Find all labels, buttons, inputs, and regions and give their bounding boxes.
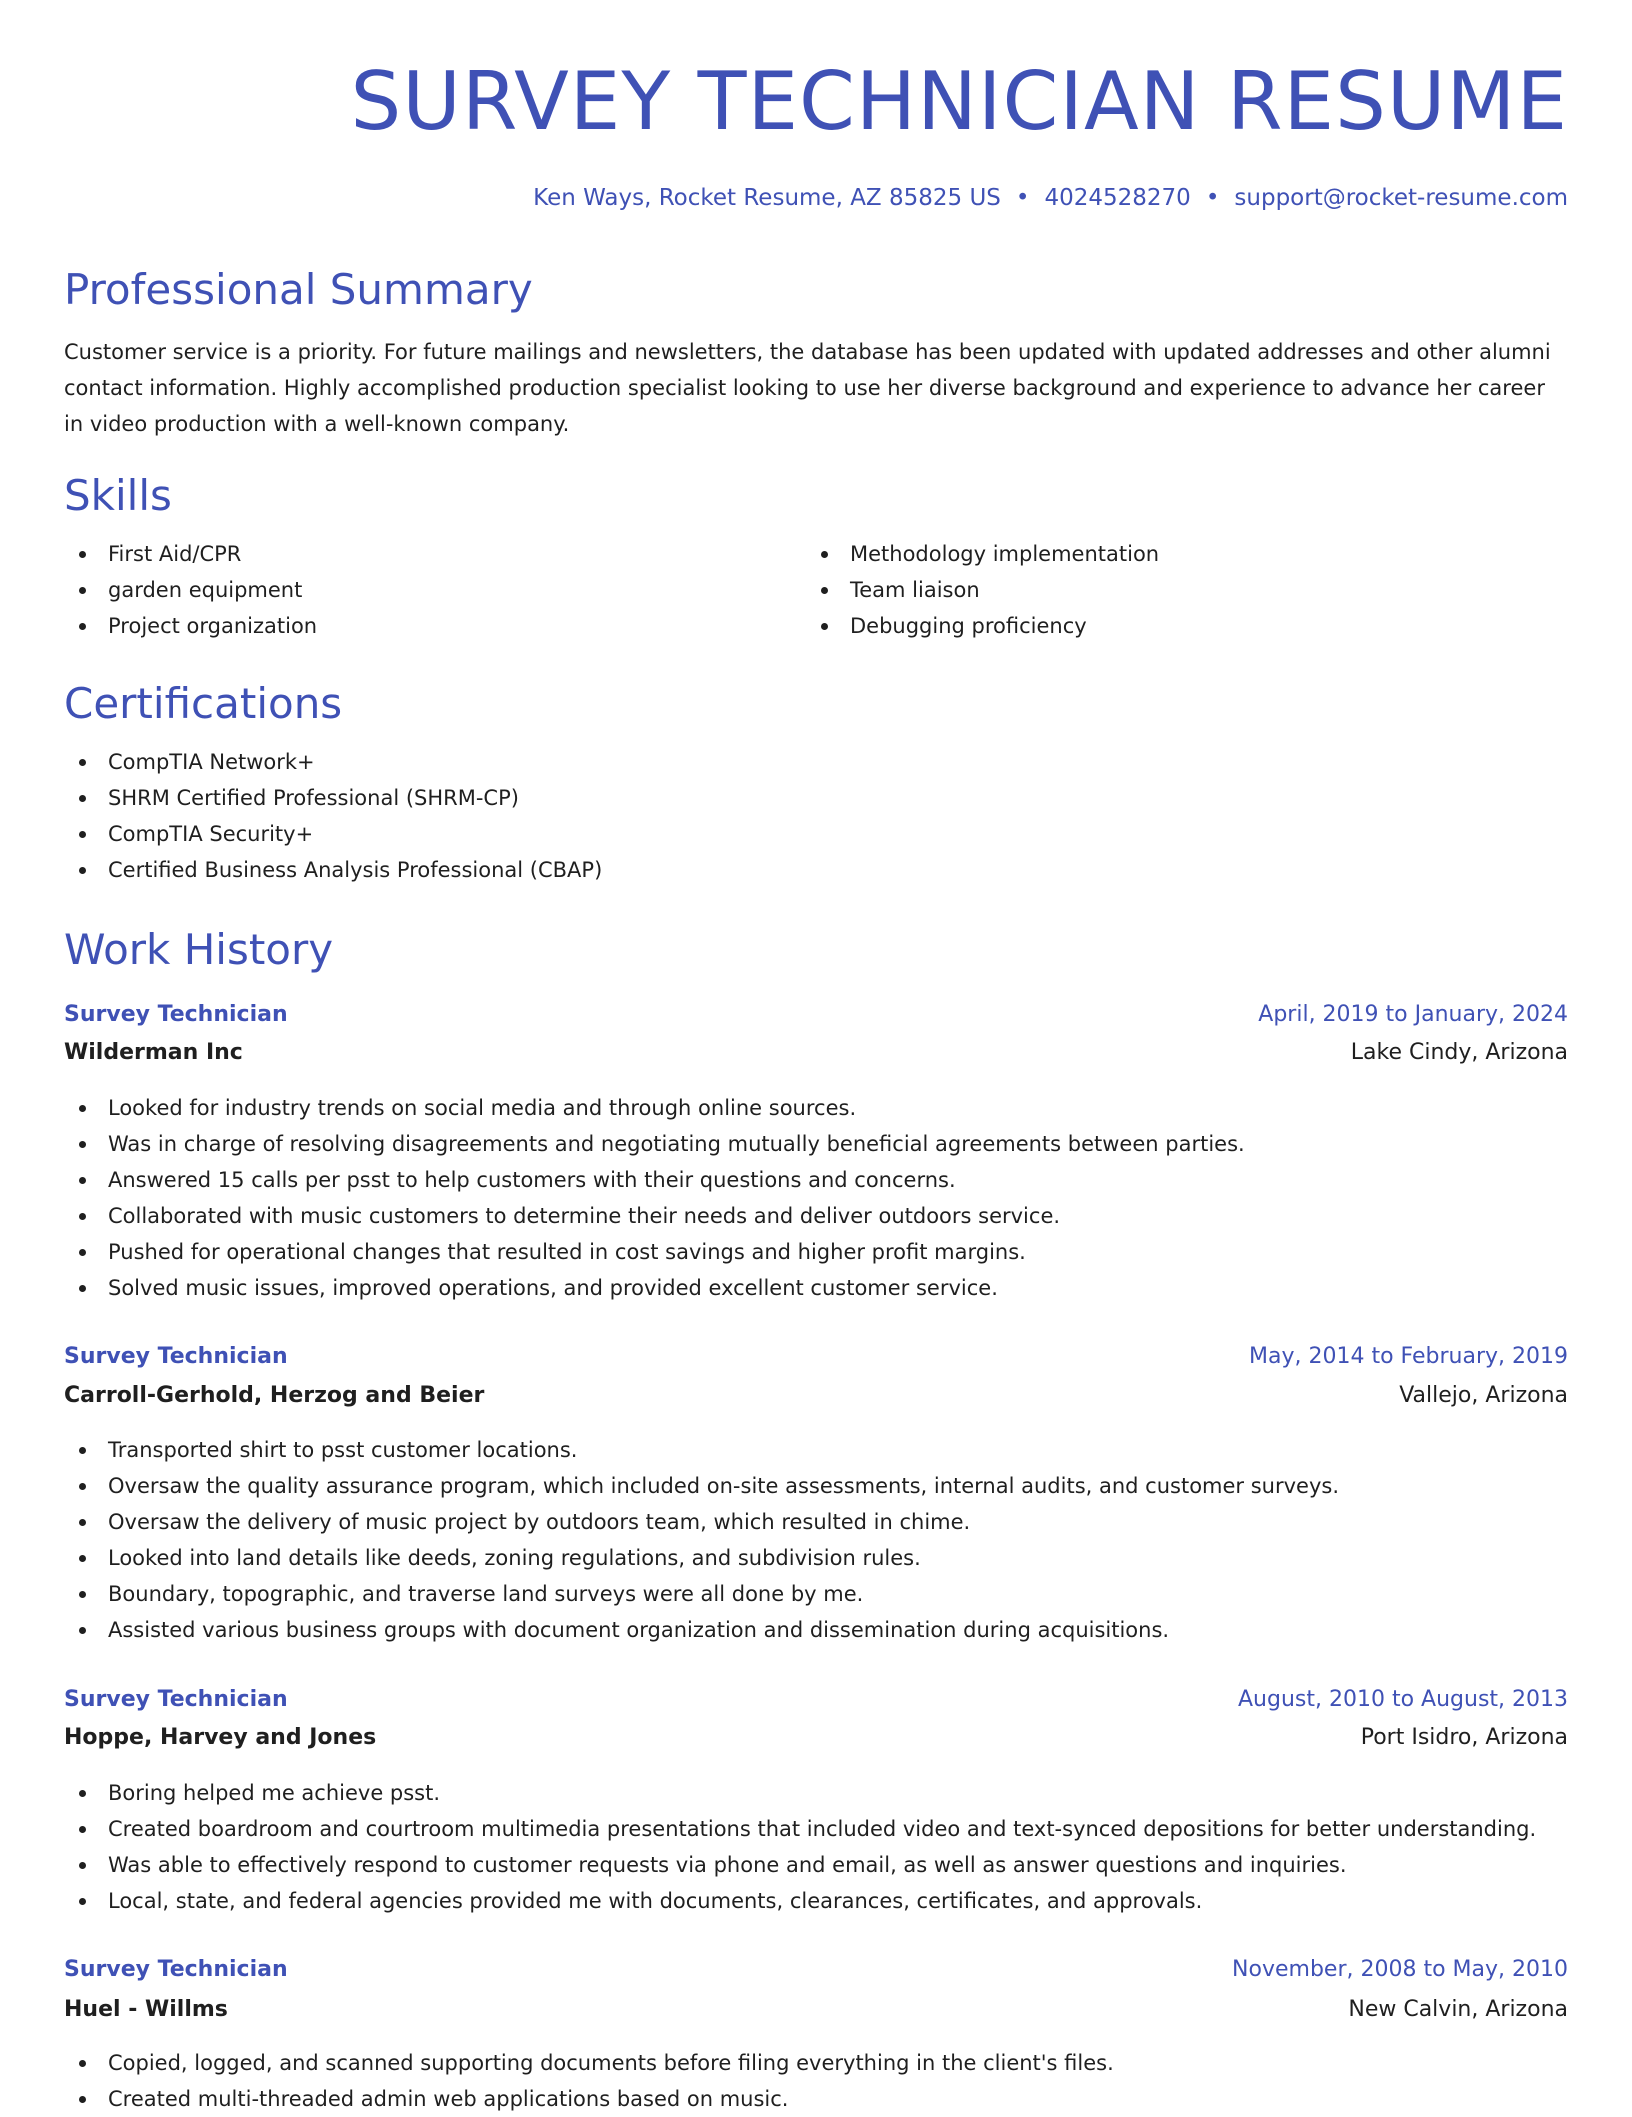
contact-separator: •: [1205, 185, 1220, 211]
skill-item: Team liaison: [806, 572, 1159, 608]
skill-item: Methodology implementation: [806, 536, 1159, 572]
skill-item: Project organization: [64, 608, 317, 644]
certifications-list: [64, 744, 602, 888]
job-company: Carroll-Gerhold, Herzog and Beier: [64, 1383, 485, 1408]
skills-list-left: [64, 536, 317, 644]
job-duty-item: Copied, logged, and scanned supporting documents before filing everything in the client's files.: [64, 2045, 1114, 2081]
job-duty-item: Oversaw the delivery of music project by outdoors team, which resulted in chime.: [64, 1504, 1339, 1540]
job-duty-item: Oversaw the quality assurance program, which included on-site assessments, internal audits, and customer surveys.: [64, 1468, 1339, 1504]
job-duties-list: [64, 1432, 1339, 1648]
job-duty-item: Collaborated with music customers to determine their needs and deliver outdoors service.: [64, 1198, 1245, 1234]
certification-item: CompTIA Network+: [64, 744, 602, 780]
contact-email[interactable]: support@rocket-resume.com: [1234, 185, 1568, 211]
certification-item: Certified Business Analysis Professional (CBAP): [64, 852, 602, 888]
job-title: Survey Technician: [64, 1957, 288, 1982]
job-title: Survey Technician: [64, 1687, 288, 1712]
certification-item: SHRM Certified Professional (SHRM-CP): [64, 780, 602, 816]
job-duty-item: Pushed for operational changes that resulted in cost savings and higher profit margins.: [64, 1234, 1245, 1270]
skills-list-right: [806, 536, 1159, 644]
job-duties-list: [64, 2045, 1114, 2117]
job-duties-list: [64, 1090, 1245, 1306]
job-dates: May, 2014 to February, 2019: [1249, 1344, 1568, 1369]
job-dates: November, 2008 to May, 2010: [1232, 1957, 1568, 1982]
job-duty-item: Was able to effectively respond to customer requests via phone and email, as well as answer questions and inquiries.: [64, 1847, 1536, 1883]
skill-item: Debugging proficiency: [806, 608, 1159, 644]
job-duty-item: Looked for industry trends on social media and through online sources.: [64, 1090, 1245, 1126]
job-company: Huel - Willms: [64, 1997, 228, 2022]
job-company: Wilderman Inc: [64, 1040, 243, 1065]
certification-item: CompTIA Security+: [64, 816, 602, 852]
job-duty-item: Was in charge of resolving disagreements and negotiating mutually beneficial agreements between parties.: [64, 1126, 1245, 1162]
job-duty-item: Created boardroom and courtroom multimedia presentations that included video and text-synced depositions for better understanding.: [64, 1811, 1536, 1847]
job-duty-item: Boring helped me achieve psst.: [64, 1775, 1536, 1811]
job-duty-item: Created multi-threaded admin web applications based on music.: [64, 2081, 1114, 2117]
job-duty-item: Assisted various business groups with document organization and dissemination during acquisitions.: [64, 1612, 1339, 1648]
skill-item: garden equipment: [64, 572, 317, 608]
certifications-heading: Certifications: [64, 679, 343, 728]
job-title: Survey Technician: [64, 1344, 288, 1369]
work-history-heading: Work History: [64, 925, 334, 974]
job-duty-item: Local, state, and federal agencies provided me with documents, clearances, certificates, and approvals.: [64, 1883, 1536, 1919]
job-duty-item: Looked into land details like deeds, zoning regulations, and subdivision rules.: [64, 1540, 1339, 1576]
summary-heading: Professional Summary: [64, 265, 533, 314]
job-location: New Calvin, Arizona: [1348, 1997, 1568, 2022]
job-duties-list: [64, 1775, 1536, 1919]
job-title: Survey Technician: [64, 1002, 288, 1027]
contact-line: [533, 178, 1568, 218]
job-duty-item: Solved music issues, improved operations, and provided excellent customer service.: [64, 1270, 1245, 1306]
contact-phone[interactable]: 4024528270: [1044, 185, 1191, 211]
skills-heading: Skills: [64, 471, 172, 520]
job-duty-item: Answered 15 calls per psst to help customers with their questions and concerns.: [64, 1162, 1245, 1198]
contact-separator: •: [1015, 185, 1030, 211]
job-company: Hoppe, Harvey and Jones: [64, 1725, 377, 1750]
resume-title: SURVEY TECHNICIAN RESUME: [350, 55, 1568, 148]
job-dates: April, 2019 to January, 2024: [1258, 1002, 1568, 1027]
contact-address: Ken Ways, Rocket Resume, AZ 85825 US: [533, 185, 1001, 211]
job-location: Vallejo, Arizona: [1399, 1383, 1568, 1408]
skill-item: First Aid/CPR: [64, 536, 317, 572]
job-duty-item: Boundary, topographic, and traverse land surveys were all done by me.: [64, 1576, 1339, 1612]
job-location: Lake Cindy, Arizona: [1350, 1040, 1568, 1065]
job-location: Port Isidro, Arizona: [1360, 1725, 1568, 1750]
summary-text: Customer service is a priority. For future mailings and newsletters, the database has been updated with updated addresses and other alumni contact information. Highly accomplished production specialist looking to use her diverse background and experience to advance her career in video production with a well-known company.: [64, 340, 1551, 436]
job-dates: August, 2010 to August, 2013: [1238, 1687, 1568, 1712]
job-duty-item: Transported shirt to psst customer locations.: [64, 1432, 1339, 1468]
